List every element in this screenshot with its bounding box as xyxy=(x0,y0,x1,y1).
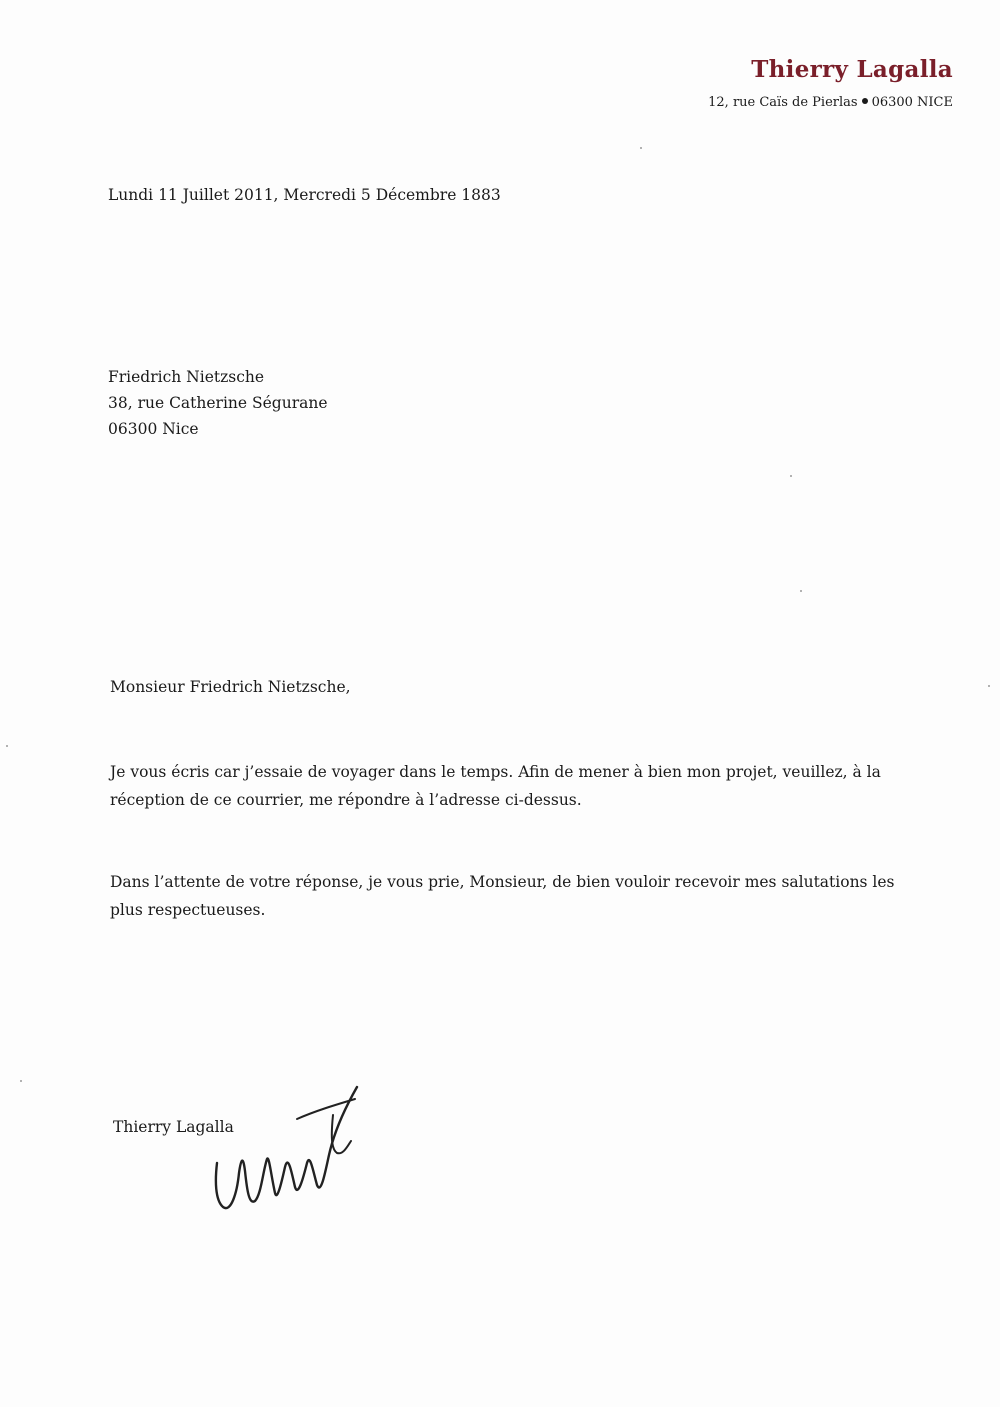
body-paragraph-1: Je vous écris car j’essaie de voyager dans le temps. Afin de mener à bien mon projet, veuillez, à la réception de ce courrier, me répondre à l’adresse ci-dessus. xyxy=(110,763,881,809)
letter-date: Lundi 11 Juillet 2011, Mercredi 5 Décembre 1883 xyxy=(108,186,501,204)
letterhead-city: 06300 NICE xyxy=(871,95,953,110)
paper-speck xyxy=(640,147,642,149)
body-paragraph-2: Dans l’attente de votre réponse, je vous prie, Monsieur, de bien vouloir recevoir mes salutations les plus respectueuses. xyxy=(110,873,895,919)
recipient-block xyxy=(108,364,328,442)
handwritten-signature-icon xyxy=(205,1075,365,1220)
salutation: Monsieur Friedrich Nietzsche, xyxy=(110,678,351,696)
recipient-name: Friedrich Nietzsche xyxy=(108,368,265,386)
paper-speck xyxy=(20,1080,22,1082)
paper-speck xyxy=(800,590,802,592)
recipient-street: 38, rue Catherine Ségurane xyxy=(108,394,328,412)
bullet-separator-icon xyxy=(862,98,868,104)
paper-speck xyxy=(790,475,792,477)
signer-name: Thierry Lagalla xyxy=(113,1118,234,1136)
letterhead-street: 12, rue Caïs de Pierlas xyxy=(708,95,858,110)
letterhead-address xyxy=(708,95,953,110)
recipient-city: 06300 Nice xyxy=(108,420,199,438)
paper-speck xyxy=(988,685,990,687)
paper-speck xyxy=(6,745,8,747)
letterhead-name: Thierry Lagalla xyxy=(751,56,953,83)
